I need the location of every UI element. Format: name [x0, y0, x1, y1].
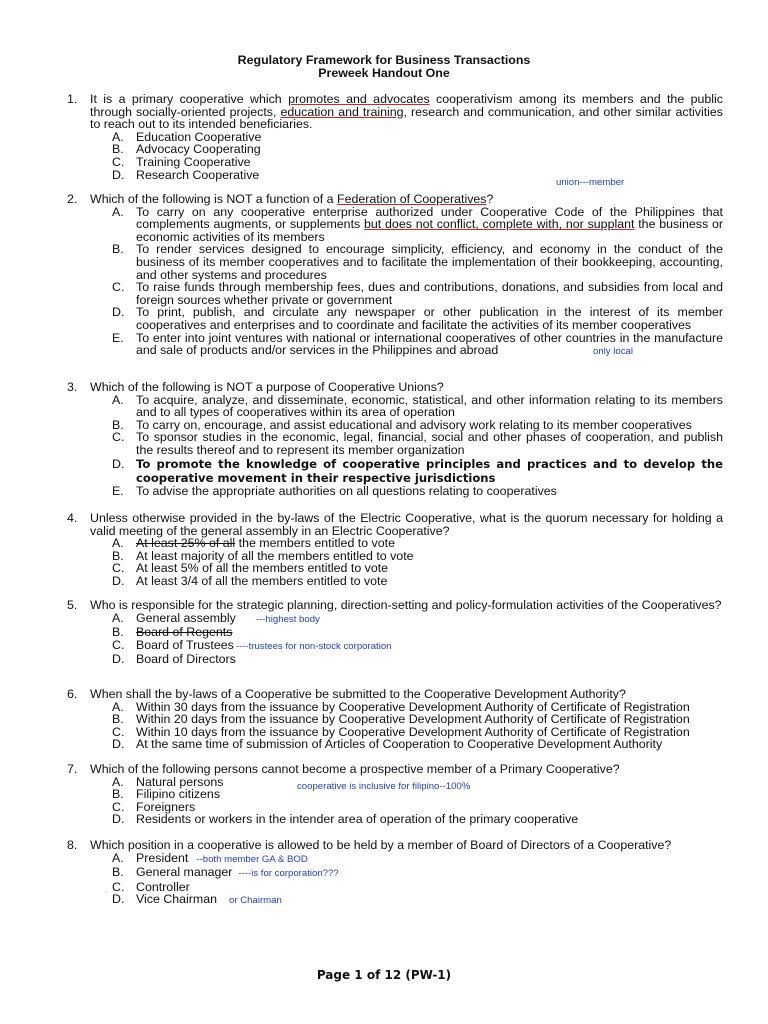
question-number: 2.: [67, 192, 78, 206]
question-stem: When shall the by-laws of a Cooperative be submitted to the Cooperative Development Authority?: [90, 687, 626, 701]
option: A. To acquire, analyze, and disseminate, economic, statistical, and other information relating to its members and to all types of cooperatives within its area of operation: [112, 392, 723, 420]
option: B. To render services designed to encourage simplicity, efficiency, and economy in the conduct of the business of its member cooperatives and to facilitate the implementation of their bookkeeping, accounting, and other systems and procedures: [112, 242, 723, 282]
option: C. Board of Trustees ----trustees for non-stock corporation: [112, 637, 392, 652]
option: D. Residents or workers in the intender area of operation of the primary cooperative: [112, 812, 579, 827]
question-2: [67, 193, 723, 357]
annotation-inclusive: cooperative is inclusive for filipino--100%: [297, 781, 471, 792]
option: C. To sponsor studies in the economic, legal, financial, social and other phases of cooperation, and publish the results thereof and to represent its member organization: [112, 430, 723, 457]
annotation-is-for-corp: ----is for corporation???: [238, 868, 339, 880]
question-stem: Which of the following is NOT a function of a Federation of Cooperatives?: [90, 192, 494, 206]
question-stem: It is a primary cooperative which promotes and advocates cooperativism among its members and the public through socially-oriented projects, education and training, research and communication, and other similar activities to reach out to its intended beneficiaries.: [90, 92, 723, 132]
option: C. To raise funds through membership fees, dues and contributions, donations, and subsidies from local and foreign sources whether private or government: [112, 280, 723, 307]
pen-mark-icon: ˏ: [104, 883, 108, 894]
option: D. Research Cooperative: [112, 167, 260, 182]
question-number: 5.: [67, 598, 78, 612]
option: A. General assembly ---highest body: [112, 610, 320, 625]
question-8: [67, 839, 723, 908]
annotation-only-local: only local: [593, 346, 633, 357]
question-4: [67, 512, 723, 588]
option: D. To print, publish, and circulate any newspaper or other publication in the interest of its member cooperatives and enterprises and to coordinate and facilitate the activities of its member cooperatives: [112, 305, 723, 332]
document-title: Regulatory Framework for Business Transactions: [237, 53, 531, 67]
question-number: 7.: [67, 762, 78, 776]
option: C. Foreigners: [112, 799, 196, 814]
option: B. Filipino citizens: [112, 787, 221, 802]
question-3: [67, 381, 723, 497]
option: C. Within 10 days from the issuance by Cooperative Development Authority of Certificate of Registration: [112, 724, 690, 739]
option: A. At least 25% of all the members entitled to vote: [112, 536, 395, 551]
option: B. To carry on, encourage, and assist educational and advisory work relating to its member cooperatives: [112, 417, 692, 432]
question-1: [67, 93, 723, 181]
annotation-union-member: union---member: [556, 177, 625, 188]
option: D. Board of Directors: [112, 652, 236, 667]
question-stem: Who is responsible for the strategic planning, direction-setting and policy-formulation activities of the Cooperatives?: [90, 598, 722, 612]
option: B. Board of Regents: [112, 625, 233, 640]
option: A. President --both member GA & BOD: [112, 850, 308, 865]
question-stem: Which of the following persons cannot become a prospective member of a Primary Cooperative?: [90, 762, 620, 776]
question-6: [67, 688, 723, 751]
option: E. To enter into joint ventures with national or international cooperatives of other countries in the manufacture and sale of products and/or services in the Philippines and abroad: [112, 330, 723, 358]
option: B. Advocacy Cooperating: [112, 142, 261, 157]
question-7: [67, 763, 723, 826]
option: D. At least 3/4 of all the members entitled to vote: [112, 573, 388, 588]
option: E. To advise the appropriate authorities on all questions relating to cooperatives: [112, 483, 557, 498]
option: A. Within 30 days from the issuance by Cooperative Development Authority of Certificate of Registration: [112, 699, 690, 714]
question-stem: Unless otherwise provided in the by-laws of the Electric Cooperative, what is the quorum necessary for holding a valid meeting of the general assembly in an Electric Cooperative?: [90, 511, 723, 538]
annotation-both-member: --both member GA & BOD: [196, 853, 308, 865]
question-number: 8.: [67, 838, 78, 852]
option: B. Within 20 days from the issuance by Cooperative Development Authority of Certificate of Registration: [112, 712, 690, 727]
option: A. Natural persons: [112, 774, 224, 789]
question-number: 4.: [67, 511, 78, 525]
question-stem: Which of the following is NOT a purpose of Cooperative Unions?: [90, 380, 444, 394]
option: D. Vice Chairman or Chairman: [112, 892, 282, 907]
question-stem: Which position in a cooperative is allowed to be held by a member of Board of Directors of a Cooperative?: [90, 838, 672, 852]
annotation-or-chairman: or Chairman: [229, 895, 282, 907]
option: A. Education Cooperative: [112, 129, 262, 144]
option: B. At least majority of all the members entitled to vote: [112, 548, 414, 563]
annotation-trustees: ----trustees for non-stock corporation: [235, 640, 392, 652]
option: D. At the same time of submission of Articles of Cooperation to Cooperative Development Authority: [112, 737, 663, 752]
page-footer: Page 1 of 12 (PW-1): [316, 968, 452, 982]
question-5: [67, 599, 723, 666]
option-highlighted: D. To promote the knowledge of cooperative principles and practices and to develop the cooperative movement in their respective jurisdictions: [112, 456, 723, 485]
option: A. To carry on any cooperative enterprise authorized under Cooperative Code of the Philippines that complements augments, or supplements but does not conflict, complete with, nor supplant the business or economic activities of its members: [112, 204, 723, 244]
question-number: 3.: [67, 380, 78, 394]
question-number: 1.: [67, 92, 78, 106]
question-number: 6.: [67, 687, 78, 701]
option: C. At least 5% of all the members entitled to vote: [112, 561, 389, 576]
option: C. Controller: [112, 879, 190, 894]
option: B. General manager ----is for corporation???: [112, 865, 339, 880]
annotation-highest-body: ---highest body: [255, 613, 320, 625]
option: C. Training Cooperative: [112, 154, 251, 169]
document-subtitle: Preweek Handout One: [318, 66, 450, 80]
